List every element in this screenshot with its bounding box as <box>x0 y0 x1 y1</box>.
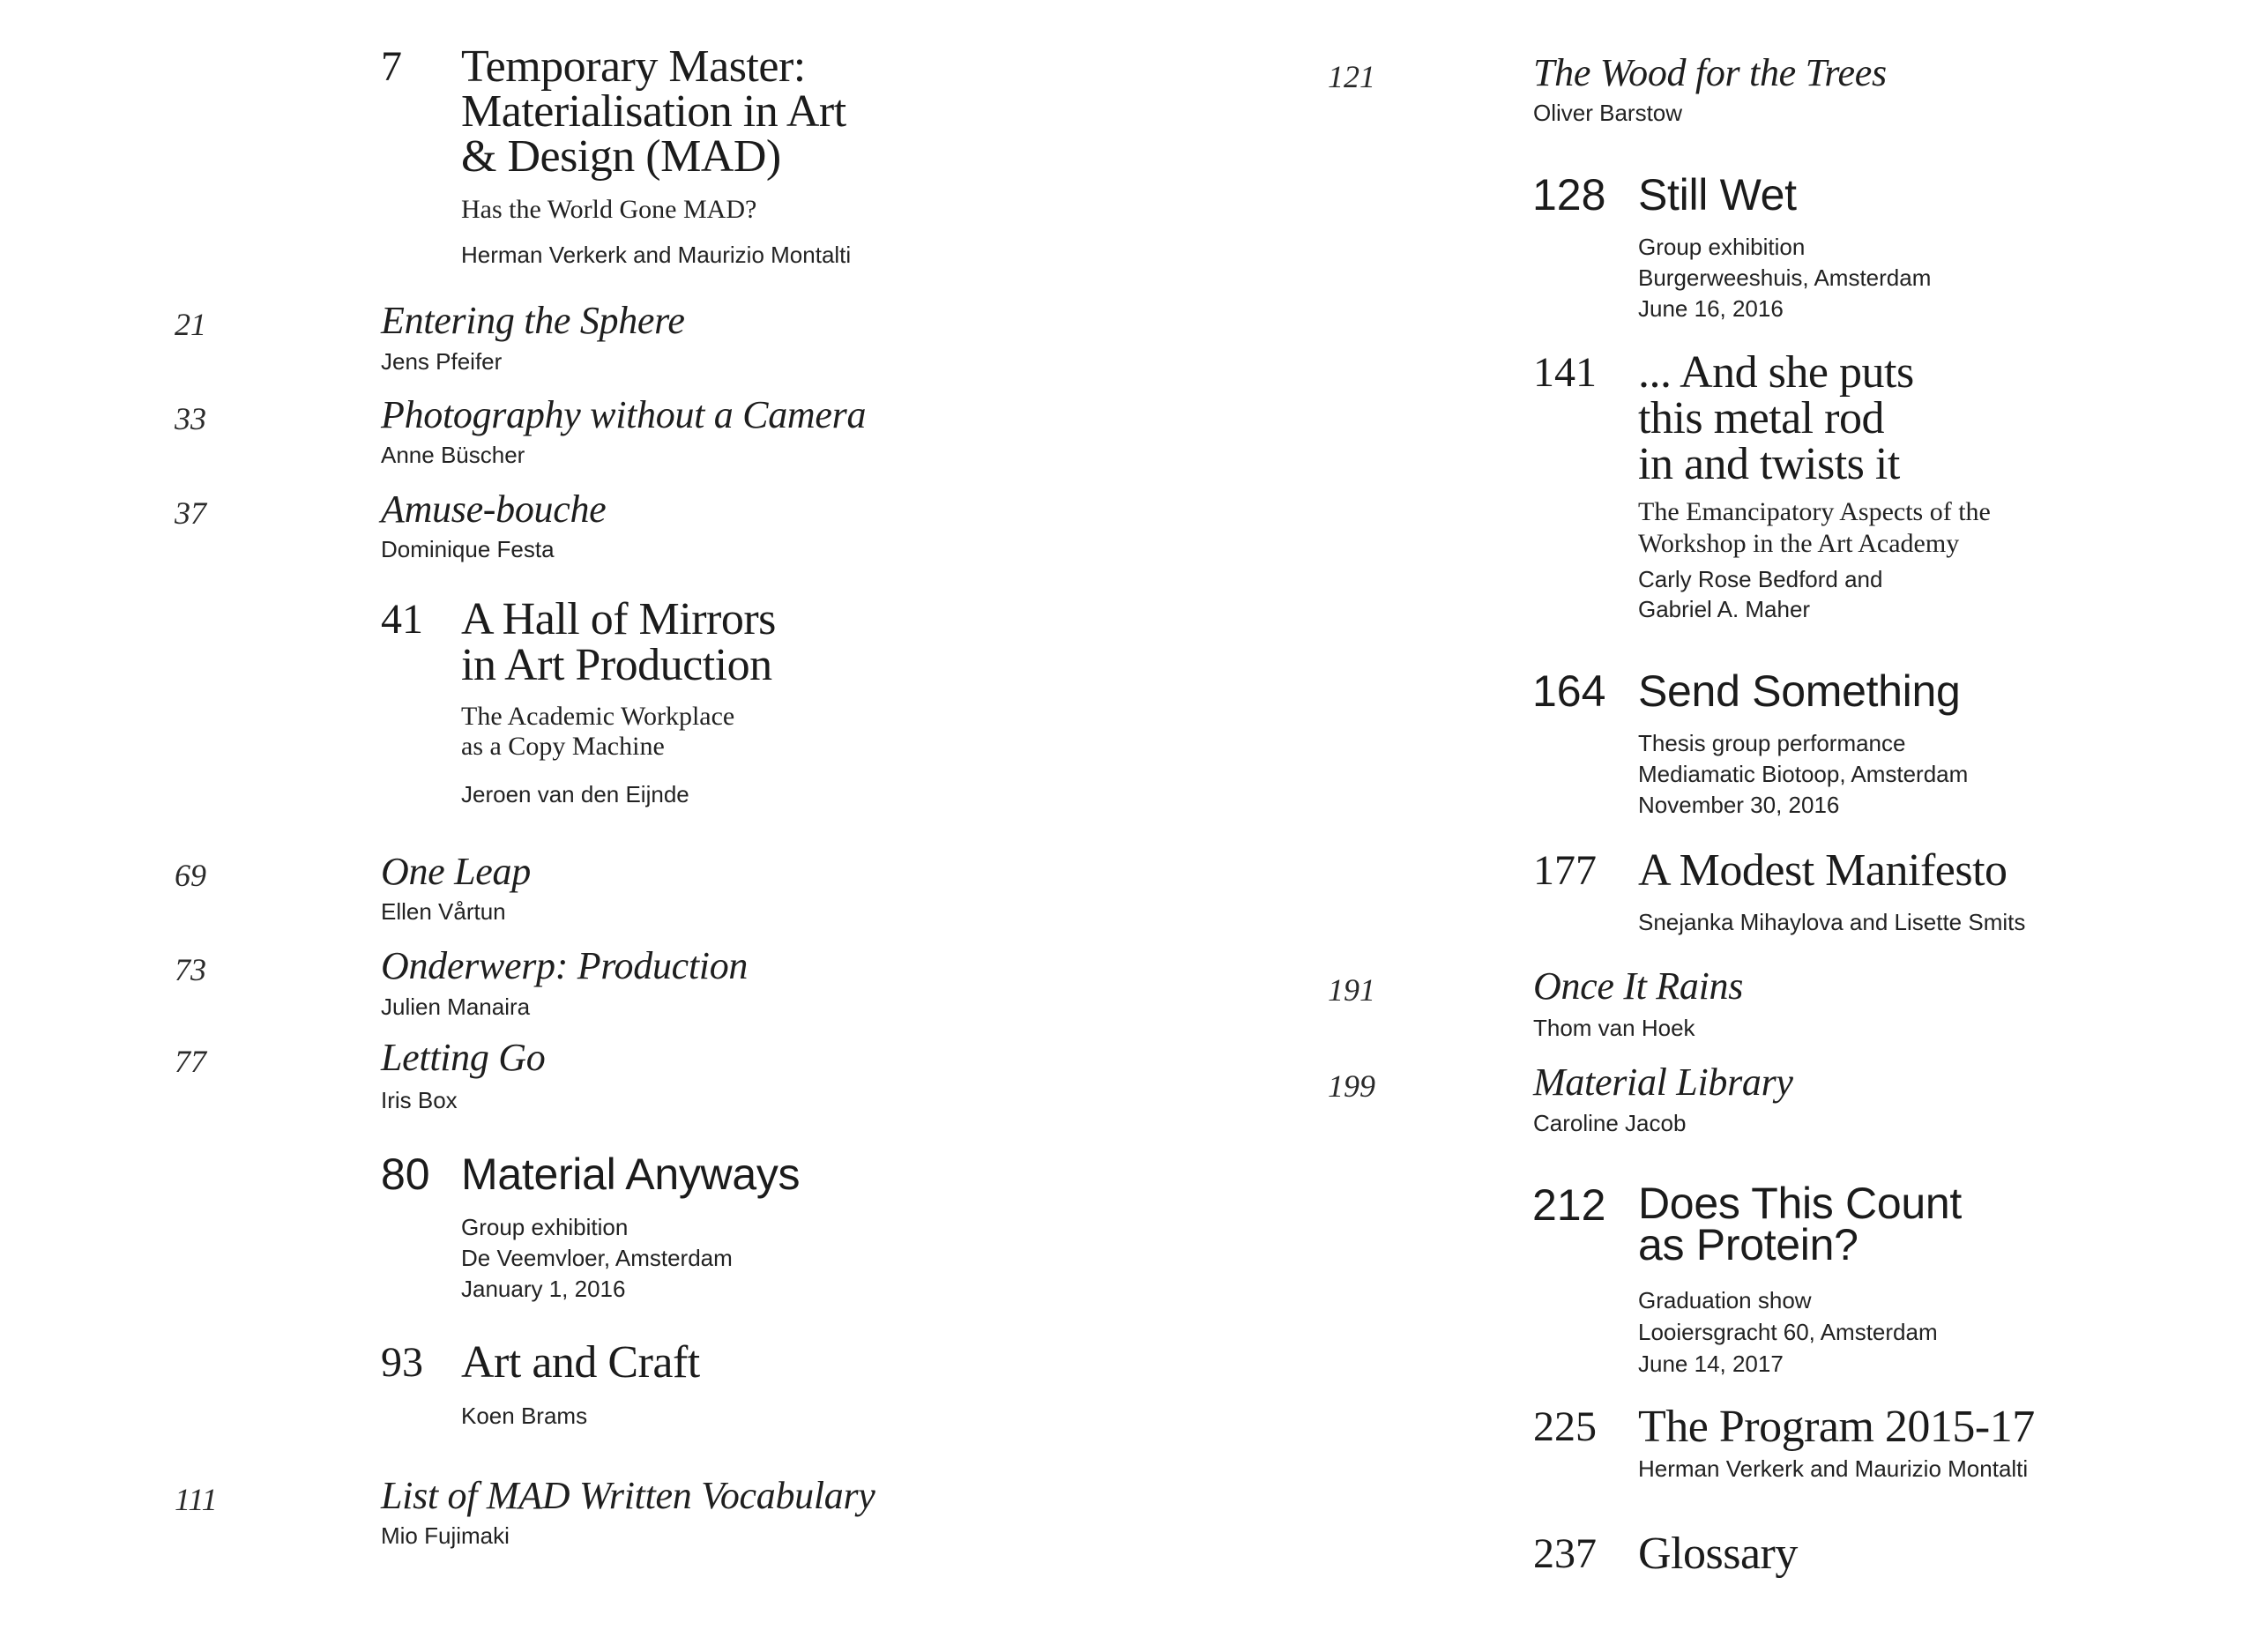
page-number: 164 <box>1532 666 1606 716</box>
page-number: 121 <box>1328 59 1375 94</box>
page-number: 237 <box>1533 1530 1597 1577</box>
entry-title: Letting Go <box>381 1036 546 1079</box>
entry-title: Still Wet <box>1638 170 1797 220</box>
entry-title: Send Something <box>1638 666 1961 716</box>
entry-title: Does This Count as Protein? <box>1638 1179 1962 1269</box>
entry-author: Koen Brams <box>461 1403 588 1429</box>
entry-subtitle: The Academic Workplace as a Copy Machine <box>461 702 735 761</box>
page-number: 128 <box>1532 170 1606 220</box>
entry-title: Art and Craft <box>461 1337 700 1388</box>
entry-title: Material Library <box>1533 1060 1793 1104</box>
entry-title: Glossary <box>1638 1529 1798 1579</box>
entry-author: Jens Pfeifer <box>381 348 503 375</box>
entry-title: Temporary Master: Materialisation in Art & Design (MAD) <box>461 41 846 182</box>
entry-author: Oliver Barstow <box>1533 100 1683 126</box>
entry-title: List of MAD Written Vocabulary <box>381 1474 875 1517</box>
entry-author: Iris Box <box>381 1087 458 1113</box>
page-number: 7 <box>381 43 402 90</box>
page-number: 199 <box>1328 1068 1375 1104</box>
entry-details: Thesis group performance Mediamatic Biotoop, Amsterdam November 30, 2016 <box>1638 730 1969 818</box>
entry-subtitle: Has the World Gone MAD? <box>461 195 757 224</box>
toc-left-page <box>0 0 1128 1652</box>
entry-author: Mio Fujimaki <box>381 1522 510 1549</box>
entry-title: The Program 2015-17 <box>1638 1402 2035 1452</box>
page-number: 77 <box>175 1044 206 1079</box>
page-number: 21 <box>175 307 206 342</box>
entry-title: Onderwerp: Production <box>381 944 749 987</box>
entry-title: Material Anyways <box>461 1150 801 1199</box>
entry-author: Herman Verkerk and Maurizio Montalti <box>461 242 852 268</box>
entry-title: A Modest Manifesto <box>1638 845 2007 896</box>
entry-details: Group exhibition De Veemvloer, Amsterdam January 1, 2016 <box>461 1214 733 1302</box>
page-number: 93 <box>381 1339 423 1386</box>
page-number: 37 <box>175 495 206 531</box>
entry-author: Carly Rose Bedford and Gabriel A. Maher <box>1638 566 1883 622</box>
entry-title: A Hall of Mirrors in Art Production <box>461 594 776 690</box>
entry-title: The Wood for the Trees <box>1533 51 1887 94</box>
entry-title: One Leap <box>381 850 531 893</box>
page-number: 141 <box>1533 349 1597 396</box>
entry-details: Graduation show Looiersgracht 60, Amsterdam June 14, 2017 <box>1638 1287 1938 1377</box>
page-number: 41 <box>381 596 423 643</box>
page-number: 191 <box>1328 972 1375 1008</box>
page-number: 73 <box>175 952 206 987</box>
entry-author: Caroline Jacob <box>1533 1110 1687 1136</box>
page-number: 177 <box>1533 847 1597 894</box>
entry-author: Julien Manaira <box>381 993 531 1020</box>
entry-title: ... And she puts this metal rod in and twists it <box>1638 347 1914 489</box>
toc-right-page <box>1128 0 2257 1652</box>
entry-author: Herman Verkerk and Maurizio Montalti <box>1638 1455 2029 1482</box>
page-number: 225 <box>1533 1403 1597 1450</box>
entry-author: Thom van Hoek <box>1533 1015 1695 1041</box>
page-number: 33 <box>175 401 206 436</box>
entry-author: Ellen Vårtun <box>381 898 506 925</box>
entry-author: Dominique Festa <box>381 536 555 562</box>
entry-subtitle: The Emancipatory Aspects of the Workshop in the Art Academy <box>1638 497 1991 558</box>
entry-title: Entering the Sphere <box>381 299 685 342</box>
entry-details: Group exhibition Burgerweeshuis, Amsterdam June 16, 2016 <box>1638 234 1932 322</box>
entry-title: Photography without a Camera <box>381 393 867 436</box>
page-number: 111 <box>175 1482 218 1517</box>
entry-author: Snejanka Mihaylova and Lisette Smits <box>1638 909 2026 935</box>
page-number: 69 <box>175 858 206 893</box>
entry-author: Anne Büscher <box>381 442 525 468</box>
page-number: 80 <box>381 1150 430 1199</box>
entry-title: Once It Rains <box>1533 964 1744 1008</box>
page-number: 212 <box>1532 1180 1606 1230</box>
entry-title: Amuse-bouche <box>381 487 607 531</box>
entry-author: Jeroen van den Eijnde <box>461 781 689 807</box>
